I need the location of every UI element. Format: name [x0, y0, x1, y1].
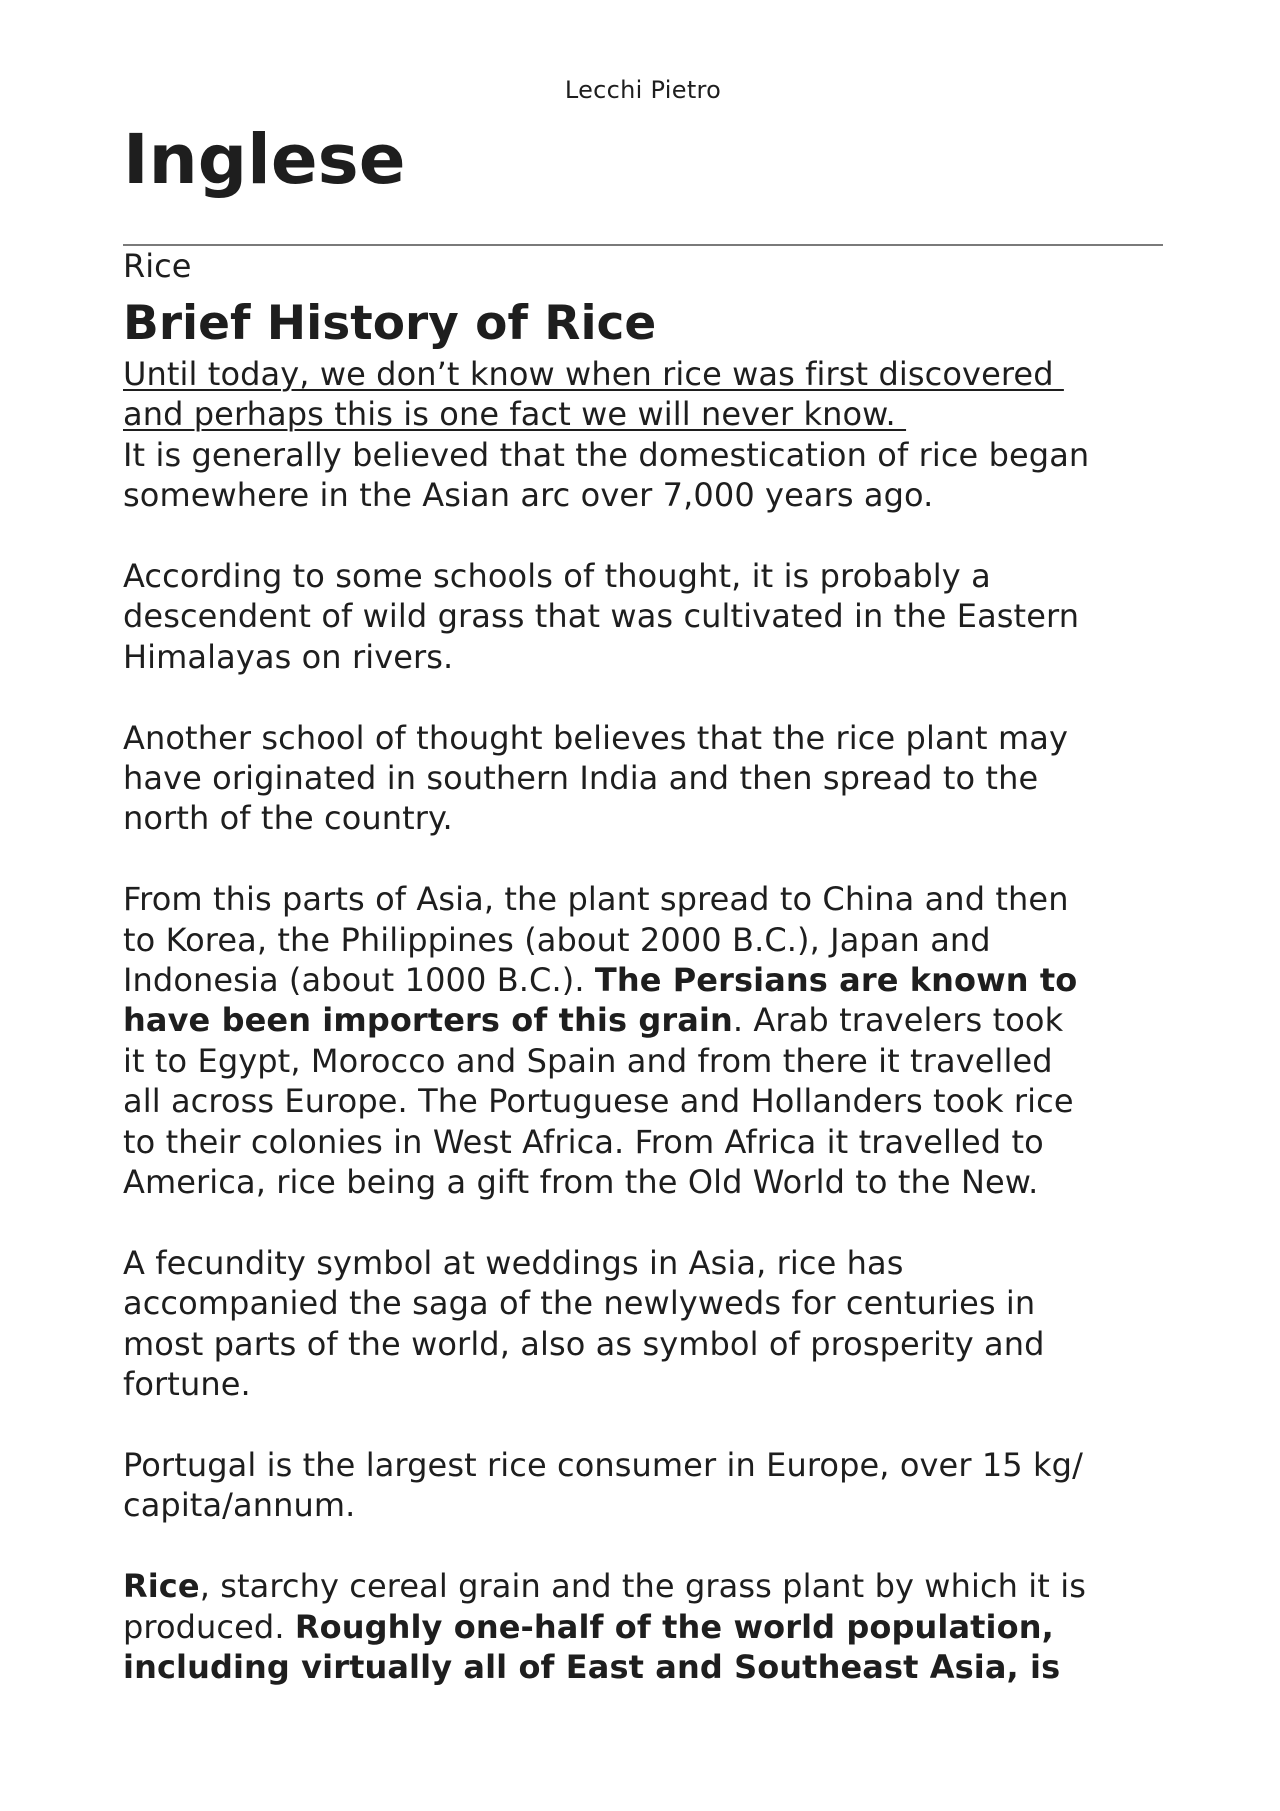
paragraph-rice-definition — [123, 1566, 1163, 1687]
paragraph-spread-of-rice — [123, 879, 1163, 1202]
spread-text-end: . Arab travelers took it to Egypt, Morocco and Spain and from there it travelled all across Europe. The Portuguese and Hollanders took rice to their colonies in West Africa. From Africa it travelled to America, rice being a gift from the Old World to the New. — [123, 1001, 1074, 1202]
document-body — [123, 354, 1163, 1687]
paragraph-fecundity-symbol: A fecundity symbol at weddings in Asia, rice has accompanied the saga of the newlyweds for centuries in most parts of the world, also as symbol of prosperity and fortune. — [123, 1243, 1045, 1404]
topic-label: Rice — [123, 247, 192, 285]
section-heading: Brief History of Rice — [123, 296, 657, 351]
rice-term: Rice — [123, 1567, 200, 1606]
definition-bold: Roughly one-half of the world population, including virtually all of East and Southeast Asia, is — [123, 1607, 1061, 1686]
paragraph-schools-of-thought: According to some schools of thought, it is probably a descendent of wild grass that was cultivated in the Eastern Himalayas on rivers. — [123, 557, 1080, 676]
intro-text: It is generally believed that the domestication of rice began somewhere in the Asian arc over 7,000 years ago. — [123, 435, 1090, 515]
document-title: Inglese — [123, 120, 406, 200]
paragraph-southern-india: Another school of thought believes that the rice plant may have originated in southern India and then spread to the north of the country. — [123, 718, 1068, 838]
definition-text: , starchy cereal grain and the grass plant by which it is produced. — [123, 1567, 1086, 1646]
paragraph-portugal: Portugal is the largest rice consumer in Europe, over 15 kg/ capita/annum. — [123, 1445, 1083, 1525]
paragraph-intro — [123, 354, 1163, 516]
spread-text-bold: The Persians are known to have been importers of this grain — [123, 961, 1078, 1040]
title-divider — [123, 244, 1163, 246]
underlined-line-2: and perhaps this is one fact we will never know. — [123, 395, 907, 434]
spread-text-start: From this parts of Asia, the plant spread to China and then to Korea, the Philippines (about 2000 B.C.), Japan and Indonesia (about 1000 B.C.). — [123, 880, 1069, 1000]
underlined-line-1: Until today, we don’t know when rice was first discovered — [123, 355, 1064, 393]
author-name: Lecchi Pietro — [564, 76, 722, 104]
